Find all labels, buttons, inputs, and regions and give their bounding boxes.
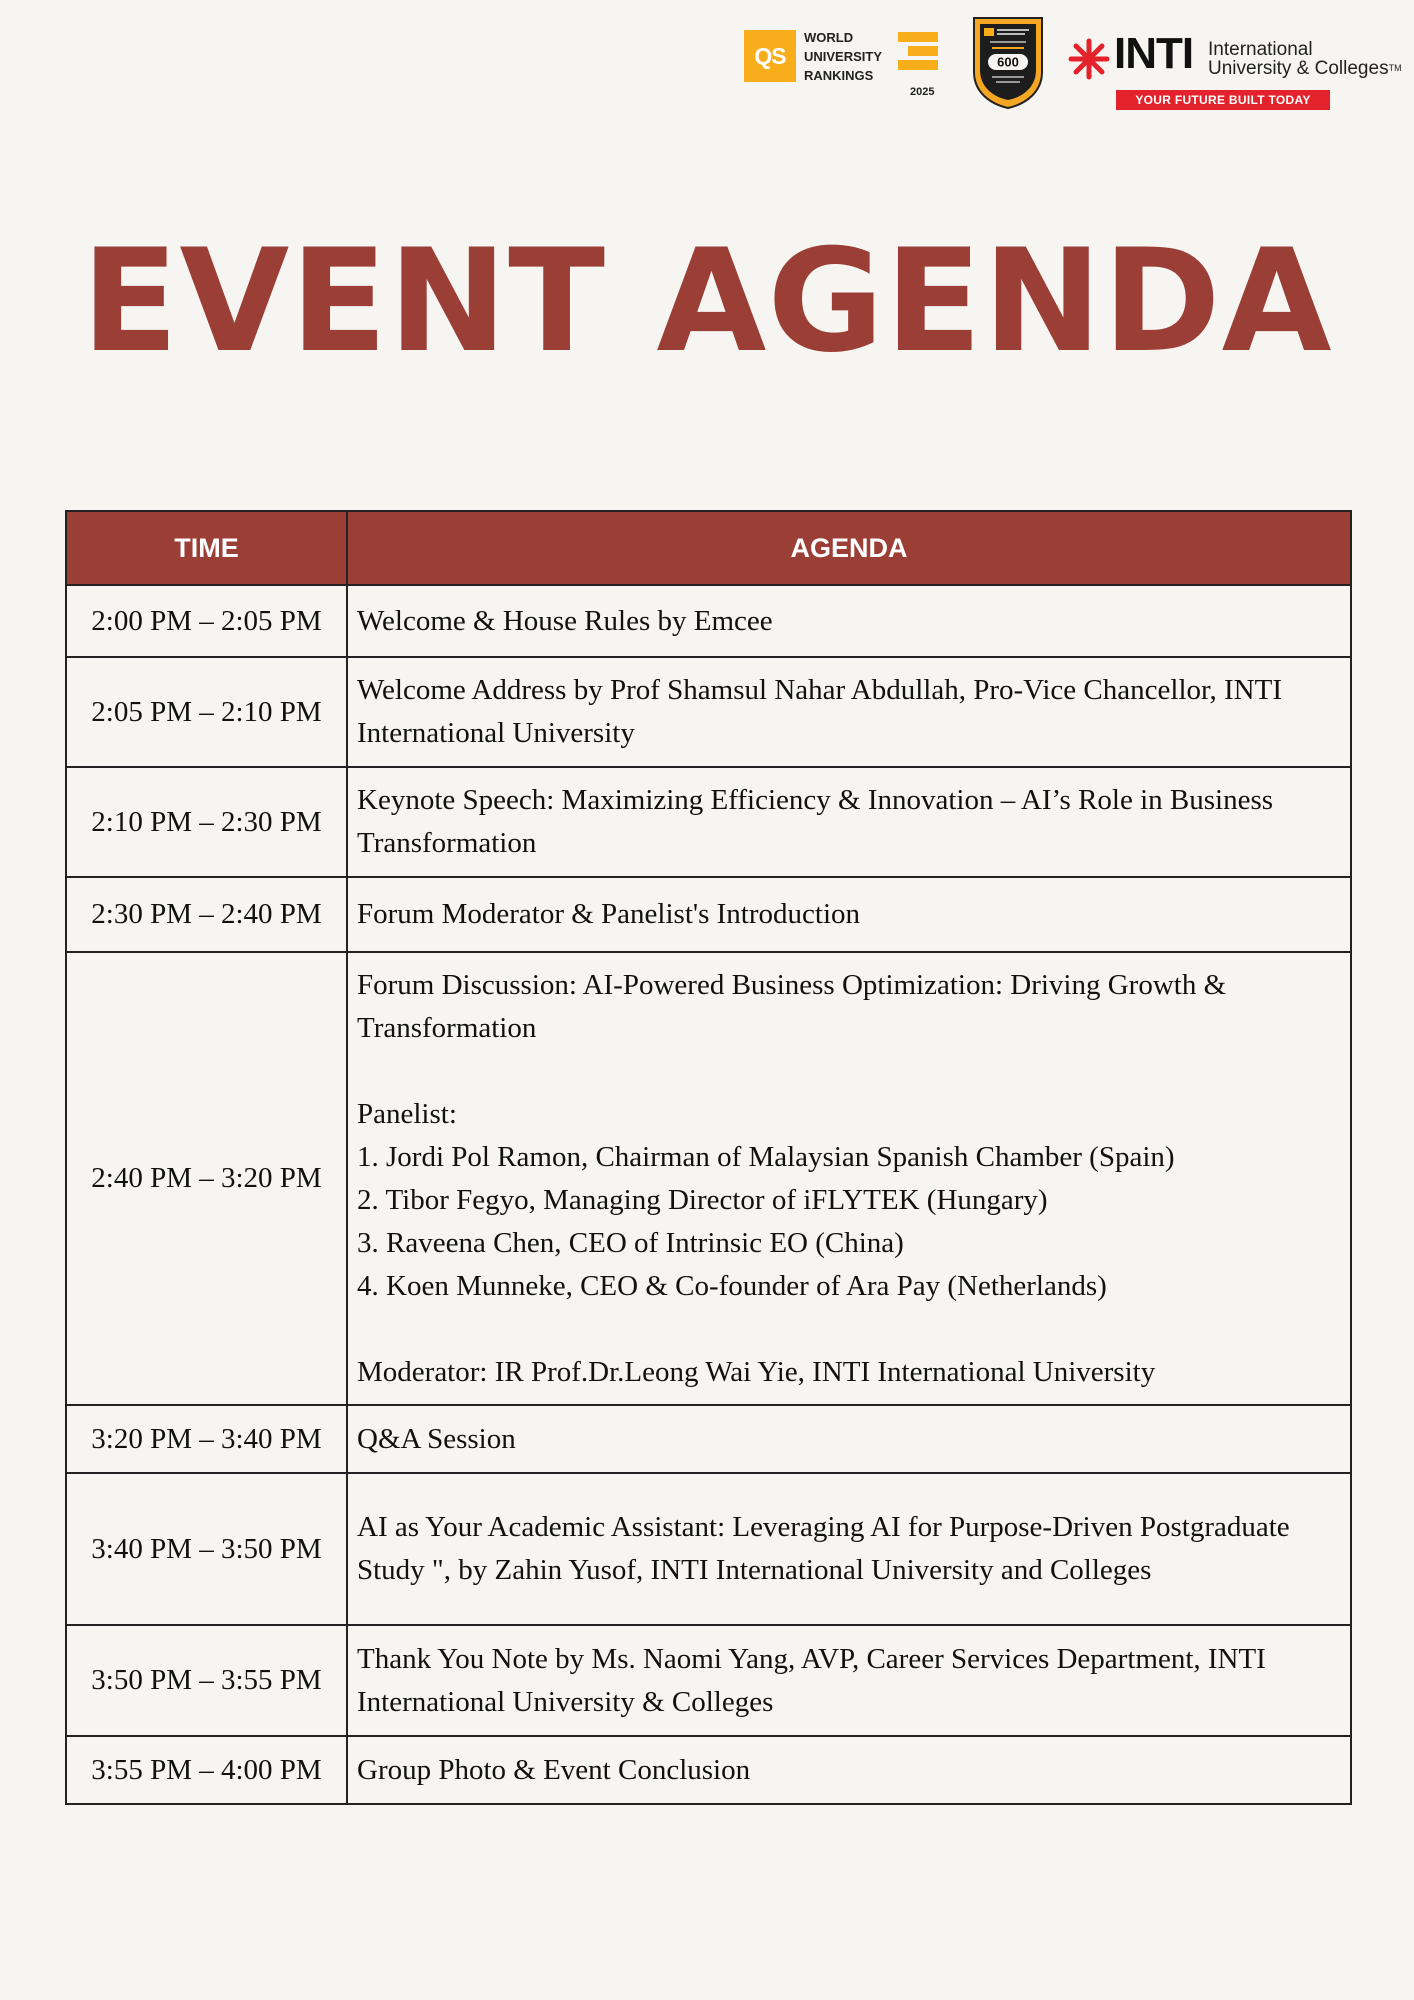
ranking-shield-icon [970, 14, 1046, 110]
badge-rank: 600 [997, 54, 1019, 70]
agenda-cell: AI as Your Academic Assistant: Leveraging AI for Purpose-Driven Postgraduate Study ", by Zahin Yusof, INTI International University and Colleges [347, 1473, 1351, 1625]
agenda-cell: Q&A Session [347, 1405, 1351, 1473]
time-cell: 3:50 PM – 3:55 PM [66, 1625, 347, 1736]
qs-wordmark [804, 28, 882, 85]
time-cell: 2:00 PM – 2:05 PM [66, 585, 347, 657]
agenda-cell: Welcome Address by Prof Shamsul Nahar Abdullah, Pro-Vice Chancellor, INTI International University [347, 657, 1351, 767]
ranking-badge [970, 14, 1046, 110]
column-header-agenda: AGENDA [347, 511, 1351, 585]
time-cell: 2:10 PM – 2:30 PM [66, 767, 347, 877]
table-row [66, 657, 1351, 767]
panelist-item: 2. Tibor Fegyo, Managing Director of iFLYTEK (Hungary) [357, 1183, 1048, 1216]
time-cell: 2:30 PM – 2:40 PM [66, 877, 347, 952]
qs-rankings-logo [744, 22, 940, 108]
inti-wordmark: INTI [1114, 29, 1194, 78]
table-row [66, 1473, 1351, 1625]
panelist-heading: Panelist: [357, 1097, 457, 1130]
inti-subtitle-line-1: International [1208, 39, 1313, 60]
time-cell: 3:55 PM – 4:00 PM [66, 1736, 347, 1804]
agenda-cell: Thank You Note by Ms. Naomi Yang, AVP, Career Services Department, INTI International University & Colleges [347, 1625, 1351, 1736]
agenda-cell [347, 952, 1351, 1405]
header-logos [740, 14, 1400, 114]
time-cell: 3:40 PM – 3:50 PM [66, 1473, 347, 1625]
forum-title: Forum Discussion: AI-Powered Business Optimization: Driving Growth & Transformation [357, 968, 1227, 1044]
inti-logo [1066, 24, 1402, 110]
inti-subtitle [1208, 40, 1402, 78]
agenda-cell: Welcome & House Rules by Emcee [347, 585, 1351, 657]
agenda-table [65, 510, 1352, 1805]
inti-tm: TM [1388, 63, 1402, 73]
inti-subtitle-line-2: University & Colleges [1208, 58, 1389, 79]
table-row [66, 585, 1351, 657]
table-row [66, 952, 1351, 1405]
inti-tagline: YOUR FUTURE BUILT TODAY [1116, 90, 1330, 110]
panelist-item: 1. Jordi Pol Ramon, Chairman of Malaysian Spanish Chamber (Spain) [357, 1140, 1175, 1173]
time-cell: 2:05 PM – 2:10 PM [66, 657, 347, 767]
qs-line-3: RANKINGS [804, 68, 874, 83]
qs-year: 2025 [910, 86, 935, 98]
agenda-cell: Group Photo & Event Conclusion [347, 1736, 1351, 1804]
agenda-cell: Keynote Speech: Maximizing Efficiency & Innovation – AI’s Role in Business Transformation [347, 767, 1351, 877]
table-row [66, 877, 1351, 952]
page-title: EVENT AGENDA [81, 219, 1333, 384]
column-header-time: TIME [66, 511, 347, 585]
panelist-item: 4. Koen Munneke, CEO & Co-founder of Ara Pay (Netherlands) [357, 1269, 1107, 1302]
time-cell: 2:40 PM – 3:20 PM [66, 952, 347, 1405]
table-row [66, 1625, 1351, 1736]
table-row [66, 1405, 1351, 1473]
qs-bars-icon [898, 32, 938, 80]
agenda-cell: Forum Moderator & Panelist's Introduction [347, 877, 1351, 952]
time-cell: 3:20 PM – 3:40 PM [66, 1405, 347, 1473]
moderator: Moderator: IR Prof.Dr.Leong Wai Yie, INTI International University [357, 1355, 1156, 1388]
qs-line-1: WORLD [804, 30, 854, 45]
panelist-item: 3. Raveena Chen, CEO of Intrinsic EO (China) [357, 1226, 904, 1259]
inti-star-icon [1066, 36, 1112, 82]
table-header-row [66, 511, 1351, 585]
qs-mark: QS [744, 30, 796, 82]
table-row [66, 1736, 1351, 1804]
qs-line-2: UNIVERSITY [804, 49, 883, 64]
table-row [66, 767, 1351, 877]
